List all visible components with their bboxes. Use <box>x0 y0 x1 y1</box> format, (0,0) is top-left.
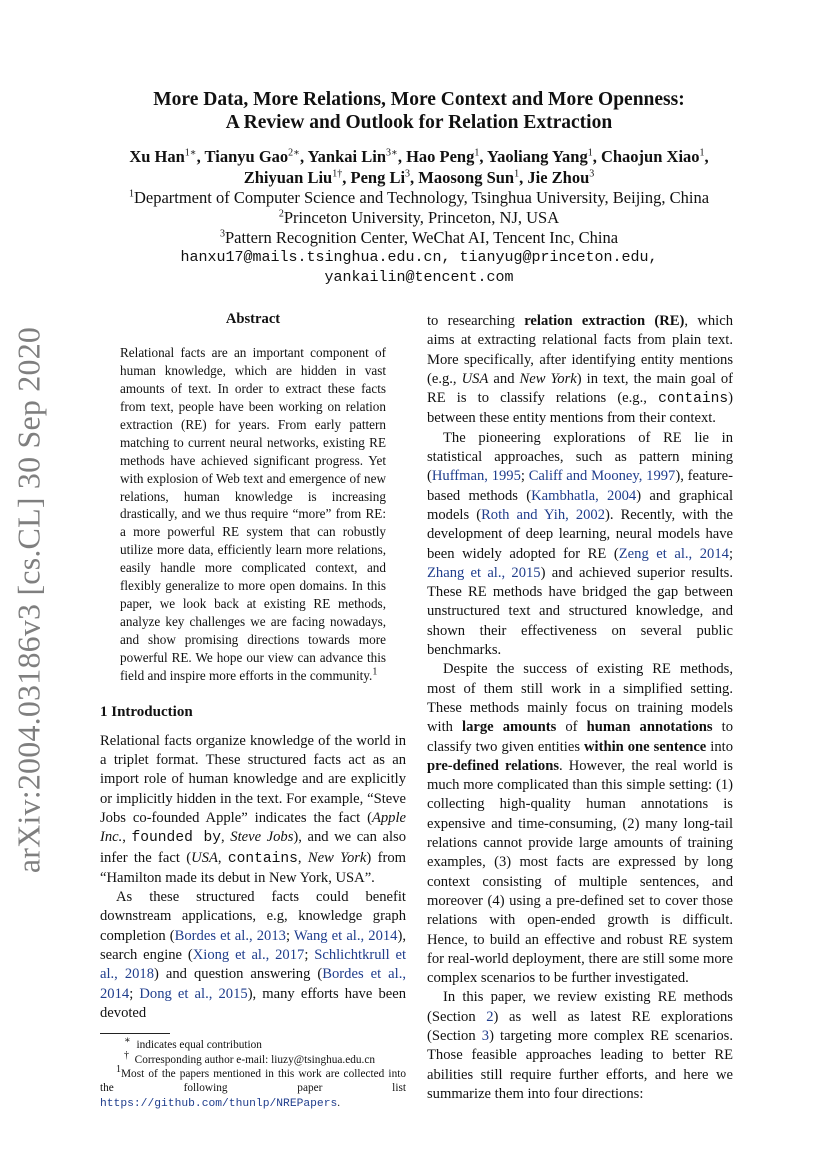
text-run-italic: USA <box>461 370 489 387</box>
email-line-2[interactable]: yankailin@tencent.com <box>324 269 514 286</box>
relation-name: founded by <box>131 830 222 847</box>
author-name: Yaoliang Yang <box>487 147 588 166</box>
author-mark: 3 <box>589 168 595 180</box>
citation-link[interactable]: Schlichtkrull et al., 2018 <box>100 947 407 983</box>
arxiv-margin-stamp <box>2 326 56 874</box>
text-run: ; <box>728 545 733 562</box>
intro-paragraph-2 <box>100 888 406 1023</box>
title-line-2: A Review and Outlook for Relation Extraction <box>225 112 613 133</box>
right-column <box>427 312 733 1104</box>
footnote-mark: 1 <box>116 1064 121 1076</box>
text-run: ) between these entity mentions from their context. <box>427 390 733 427</box>
author-name: Tianyu Gao <box>204 147 289 166</box>
author-mark: 2∗ <box>288 147 300 159</box>
footnote-text: Corresponding author e-mail: liuzy@tsinghua.edu.cn <box>134 1053 376 1066</box>
footnote-ref-1[interactable]: 1 <box>372 666 378 678</box>
citation-link[interactable]: Bordes et al., 2013 <box>174 927 286 944</box>
footnote-mark: † <box>124 1049 129 1061</box>
text-run: ) and graphical models ( <box>427 487 733 523</box>
abstract-heading: Abstract <box>225 311 281 327</box>
author-name: Chaojun Xiao <box>600 147 700 166</box>
affiliation-text: Princeton University, Princeton, NJ, USA <box>283 208 560 227</box>
affiliation-1 <box>80 188 758 208</box>
author-name: Xu Han <box>129 147 185 166</box>
affiliation-text: Pattern Recognition Center, WeChat AI, Tencent Inc, China <box>224 228 619 247</box>
author-mark: 1 <box>474 147 480 159</box>
footnote-rule <box>100 1033 170 1034</box>
email-line-1[interactable]: hanxu17@mails.tsinghua.edu.cn, tianyug@princeton.edu, <box>180 249 658 266</box>
affiliation-2 <box>80 208 758 228</box>
text-run: , <box>217 849 228 866</box>
author-name: Maosong Sun <box>418 168 515 187</box>
text-run: The pioneering explorations of RE lie in statistical approaches, such as pattern mining ( <box>427 429 733 485</box>
text-run: In this paper, we review existing RE methods (Section <box>427 989 733 1025</box>
text-run: ) in text, the main goal of RE is to classify relations (e.g., <box>427 370 733 407</box>
paper-header <box>80 88 758 288</box>
text-run: to researching <box>427 313 525 329</box>
text-run: , <box>122 829 132 846</box>
text-run-italic: New York <box>519 370 577 387</box>
footnote-equal-contribution <box>100 1035 406 1052</box>
text-run: Despite the success of existing RE methods, most of them still work in a simplified setting. These methods mainly focus on training models with <box>427 661 733 736</box>
affiliation-text: Department of Computer Science and Technology, Tsinghua University, Beijing, China <box>133 188 710 207</box>
text-run-bold: relation extraction (RE) <box>524 313 685 329</box>
author-name: Hao Peng <box>406 147 475 166</box>
citation-link[interactable]: Xiong et al., 2017 <box>192 947 305 964</box>
text-run: into <box>706 738 733 755</box>
footnote-mark: ∗ <box>124 1035 131 1047</box>
text-run-italic: Steve Jobs <box>230 829 294 846</box>
author-mark: 1 <box>514 168 520 180</box>
relation-name: contains <box>227 850 298 867</box>
text-run: ), and we can also infer the fact ( <box>100 829 407 866</box>
affiliation-3 <box>80 228 758 248</box>
author-mark: 1 <box>587 147 593 159</box>
citation-link[interactable]: Bordes et al., 2014 <box>100 966 406 1002</box>
footnote-text: . <box>337 1096 341 1109</box>
text-run: ) as well as latest RE explorations (Section <box>427 1008 733 1044</box>
text-run-italic: Apple Inc. <box>100 810 406 846</box>
text-run: ; <box>520 468 529 485</box>
text-run: ) and achieved superior results. These RE methods have bridged the gap between unstructured text and structured knowledge, and shown their effectiveness on several public benchmarks. <box>427 564 733 659</box>
footnote-text: Most of the papers mentioned in this work are collected into the following paper list <box>100 1068 406 1095</box>
abstract-body <box>120 344 386 684</box>
author-name: Zhiyuan Liu <box>243 168 333 187</box>
text-run: ) and question answering ( <box>154 966 323 983</box>
text-run-italic: New York <box>307 849 367 866</box>
footnote-corresponding-author <box>100 1049 406 1067</box>
author-mark: 1 <box>699 147 705 159</box>
author-mark: 3∗ <box>386 147 398 159</box>
author-list: Xu Han$^{1∗}$, Tianyu Gao$^{2∗}$, Yankai Lin$^{3∗}$, Hao Peng$^1$, Yaoliang Yang$^1$, Chaojun Xiao$^1$, Zhiyuan Liu$^{1\dagger}$, Peng Li$^3$, Maosong Sun$^1$, Jie Zhou$^3$ <box>129 147 709 187</box>
author-name: Yankai Lin <box>307 147 387 166</box>
text-run: , <box>297 849 308 866</box>
text-run: Relational facts organize knowledge of the world in a triplet format. These structured facts act as an import role of human knowledge and are explicitly or implicitly hidden in the text. For example, “Steve Jobs co-founded Apple” indicates the fact ( <box>100 732 406 826</box>
affiliation-mark: 1 <box>128 188 134 200</box>
text-run: ) from “Hamilton made its debut in New York, USA”. <box>100 849 406 886</box>
section-ref-link[interactable]: 3 <box>481 1027 490 1044</box>
abstract-section <box>100 310 406 685</box>
text-run: As these structured facts could benefit downstream applications, e.g, knowledge graph completion ( <box>100 889 406 944</box>
text-run: ), feature-based methods ( <box>427 468 733 504</box>
affiliation-mark: 2 <box>278 208 284 220</box>
author-mark: 3 <box>405 168 411 180</box>
citation-link[interactable]: Kambhatla, 2004 <box>531 487 637 504</box>
intro-paragraph-4 <box>427 429 733 661</box>
text-run: of <box>556 719 587 736</box>
author-name: Peng Li <box>350 168 406 187</box>
citation-link[interactable]: Huffman, 1995 <box>431 468 521 485</box>
intro-paragraph-6 <box>427 988 733 1104</box>
footnote-paper-list <box>100 1064 406 1111</box>
intro-heading: 1 Introduction <box>100 703 193 720</box>
left-column <box>100 310 406 1111</box>
footnote-text: indicates equal contribution <box>136 1039 262 1052</box>
citation-link[interactable]: Califf and Mooney, 1997 <box>528 468 676 485</box>
abstract-text: Relational facts are an important component of human knowledge, which are hidden in vast amounts of text. In order to extract these facts from text, people have been working on relation extraction (RE) for years. From early pattern matching to current neural networks, existing RE methods have achieved significant progress. Yet with explosion of Web text and emergence of new relations, human knowledge is increasing drastically, and we thus require “more” from RE: a more powerful RE system that can robustly utilize more data, efficiently learn more relations, easily handle more complicated context, and flexibly generalize to more open domains. In this paper, we look back at existing RE methods, analyze key challenges we are facing nowadays, and show promising directions towards more powerful RE. We hope our view can advance this field and inspire more efforts in the community. <box>120 345 386 683</box>
text-run: ), many efforts have been devoted <box>100 985 406 1021</box>
relation-name: contains <box>658 391 729 408</box>
text-run-bold: within one sentence <box>584 738 707 755</box>
text-run: ), search engine ( <box>100 927 406 964</box>
text-run: , <box>221 829 231 846</box>
text-run: and <box>488 370 520 387</box>
intro-paragraph-1 <box>100 732 406 888</box>
text-run-italic: USA <box>191 849 218 866</box>
citation-link[interactable]: Dong et al., 2015 <box>139 985 248 1002</box>
text-run: ) targeting more complex RE scenarios. Those feasible approaches leading to better RE abilities still require further efforts, and here we summarize them into four directions: <box>427 1027 733 1102</box>
paper-title <box>80 88 758 134</box>
intro-paragraph-3 <box>427 312 733 429</box>
section-ref-link[interactable]: 2 <box>486 1008 494 1025</box>
text-run: ; <box>129 985 140 1002</box>
author-name: Jie Zhou <box>527 168 590 187</box>
text-run-bold: pre-defined relations <box>427 757 559 774</box>
text-run: . However, the real world is much more complicated than this simple setting: (1) collecting high-quality human annotations is expensive and time-consuming, (2) many long-tail relations cannot provide large amounts of training examples, (3) most facts are expressed by long context consisting of multiple sentences, and moreover (4) using a pre-defined set to cover those relations with open-ended growth is difficult. Hence, to build an effective and robust RE system for real-world deployment, there are still some more complex scenarios to be further investigated. <box>427 757 733 987</box>
author-mark: 1† <box>332 168 343 180</box>
text-run: ). Recently, with the development of deep learning, neural models have been widely adopted for RE ( <box>427 506 733 562</box>
citation-link[interactable]: Wang et al., 2014 <box>293 927 398 944</box>
intro-paragraph-5 <box>427 660 733 988</box>
text-run-bold: human annotations <box>586 719 713 736</box>
paper-list-link[interactable]: https://github.com/thunlp/NREPapers <box>100 1097 338 1110</box>
text-run: to classify two given entities <box>427 719 733 755</box>
author-mark: 1∗ <box>184 147 197 159</box>
text-run-bold: large amounts <box>462 719 557 736</box>
citation-link[interactable]: Zeng et al., 2014 <box>618 545 729 562</box>
arxiv-identifier: arXiv:2004.03186v3 [cs.CL] 30 Sep 2020 <box>10 326 47 874</box>
citation-link[interactable]: Roth and Yih, 2002 <box>481 506 606 523</box>
text-run: ; <box>285 927 294 944</box>
affiliation-mark: 3 <box>219 228 225 240</box>
text-run: , which aims at extracting relational facts from plain text. More specifically, after identifying entity mentions (e.g., <box>427 313 734 387</box>
citation-link[interactable]: Zhang et al., 2015 <box>427 564 541 581</box>
title-line-1: More Data, More Relations, More Context and More Openness: <box>153 89 685 110</box>
text-run: ; <box>304 947 315 964</box>
footnotes <box>100 1033 406 1111</box>
